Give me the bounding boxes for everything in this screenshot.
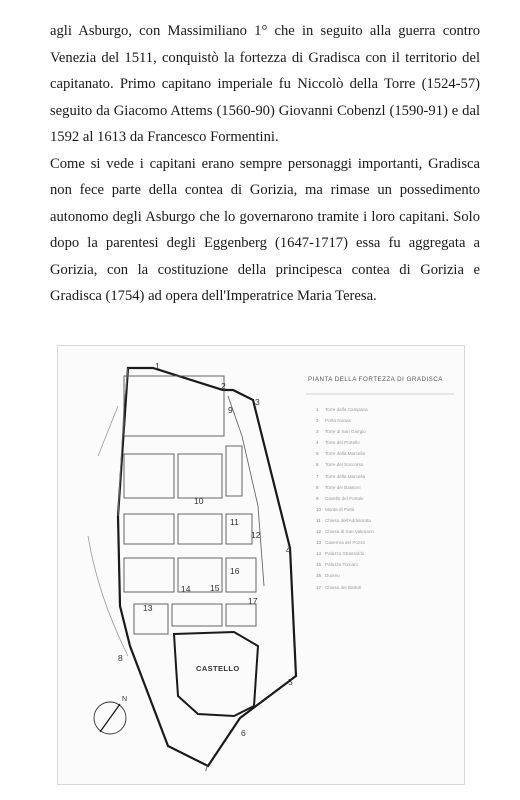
map-point-label: 3	[255, 397, 260, 407]
legend-item	[316, 582, 456, 593]
legend-item-number: 14	[316, 551, 322, 557]
legend-item-label: Torre della Marcella	[325, 451, 366, 457]
legend-item-label: Palazzo Strassoldo	[325, 551, 365, 557]
legend-item-label: Chiesa dell'Addolorata	[325, 517, 371, 523]
north-label: N	[122, 696, 128, 703]
legend-item-number: 10	[316, 506, 322, 512]
legend-item	[316, 404, 456, 415]
legend-item	[316, 426, 456, 437]
legend-item-label: Palazzo Torriani	[325, 562, 358, 568]
legend-list	[316, 404, 456, 593]
legend-item	[316, 415, 456, 426]
legend-item-label: Torre del Soccorso	[325, 462, 364, 468]
map-point-label: 12	[251, 530, 261, 540]
legend-item-label: Duomo	[325, 573, 340, 579]
legend-item-number: 16	[316, 573, 322, 579]
map-point-label: 13	[143, 603, 153, 613]
fortress-map	[57, 345, 465, 785]
legend-item-number: 2	[316, 418, 319, 424]
legend-item	[316, 471, 456, 482]
legend-item-label: Monte di Pietà	[325, 506, 355, 512]
legend-item-label: Chiesa di San Valeriano	[325, 529, 374, 535]
legend-item-label: Chiesa dei Battuti	[325, 584, 362, 590]
legend-item-number: 3	[316, 429, 319, 435]
legend-item-number: 9	[316, 495, 319, 501]
legend-item	[316, 515, 456, 526]
legend-item	[316, 482, 456, 493]
legend-item	[316, 559, 456, 570]
map-point-label: 17	[248, 596, 258, 606]
paragraph-2: Come si vede i capitani erano sempre personaggi importanti, Gradisca non fece parte della contea di Gorizia, ma rimase un possedimento autonomo degli Asburgo che lo governarono tramite i loro capitani. Solo dopo la parentesi degli Eggenberg (1647-1717) essa fu aggregata a Gorizia, con la costituzione della principesca contea di Gorizia e Gradisca (1754) ad opera dell'Imperatrice Maria Teresa.	[50, 155, 480, 304]
legend-item-label: Casello del Portale	[325, 495, 364, 501]
legend-item	[316, 437, 456, 448]
paragraph-1: agli Asburgo, con Massimiliano 1° che in seguito alla guerra contro Venezia del 1511, conquistò la fortezza di Gradisca con il territorio del capitanato. Primo capitano imperiale fu Niccolò della Torre (1524-57) seguito da Giacomo Attems (1560-90) Giovanni Cobenzl (1590-91) e dal 1592 al 1613 da Francesco Formentini.	[50, 23, 480, 145]
street-blocks	[124, 376, 256, 634]
map-point-label: 4	[286, 545, 291, 555]
map-point-label: 6	[241, 728, 246, 738]
map-point-label: 8	[118, 653, 123, 663]
legend-item-number: 13	[316, 540, 322, 546]
legend-item-number: 8	[316, 484, 319, 490]
legend-item-number: 7	[316, 473, 319, 479]
legend-item	[316, 537, 456, 548]
legend-item-label: Porta Nuova	[325, 418, 351, 424]
legend-item-number: 6	[316, 462, 319, 468]
map-point-label: 2	[221, 381, 226, 391]
legend-item-label: Torre del Portello	[325, 440, 360, 446]
castle-label: CASTELLO	[196, 664, 240, 673]
map-point-label: 5	[288, 677, 293, 687]
legend-item	[316, 504, 456, 515]
legend-item	[316, 548, 456, 559]
legend-title: PIANTA DELLA FORTEZZA DI GRADISCA	[308, 376, 443, 383]
map-point-label: 10	[194, 496, 204, 506]
map-point-label: 15	[210, 583, 220, 593]
legend-item-label: Torre dei Bastioni	[325, 484, 361, 490]
legend-item-label: Torre di San Giorgio	[325, 429, 366, 435]
north-arrow	[100, 704, 120, 732]
legend-item-number: 12	[316, 529, 322, 535]
map-point-label: 1	[155, 361, 160, 371]
legend-item	[316, 570, 456, 581]
castle-outline	[174, 632, 258, 716]
legend-item-number: 11	[316, 517, 321, 523]
legend-item	[316, 493, 456, 504]
map-point-label: 16	[230, 566, 240, 576]
legend-item	[316, 448, 456, 459]
map-point-label: 9	[228, 405, 233, 415]
map-point-label: 7	[204, 763, 209, 773]
legend-item-label: Torre della Marcella	[325, 473, 366, 479]
legend-item-number: 15	[316, 562, 322, 568]
map-point-label: 11	[230, 517, 239, 527]
legend-item-number: 17	[316, 584, 322, 590]
page-text	[50, 18, 480, 310]
legend-item	[316, 526, 456, 537]
map-point-label: 14	[181, 584, 191, 594]
legend-item-label: Torre della Campana	[325, 407, 368, 412]
legend-item	[316, 459, 456, 470]
legend-item-label: Caserma del Pozzo	[325, 540, 366, 546]
legend-item-number: 1	[316, 407, 319, 412]
legend-item-number: 4	[316, 440, 319, 446]
legend-item-number: 5	[316, 451, 319, 457]
